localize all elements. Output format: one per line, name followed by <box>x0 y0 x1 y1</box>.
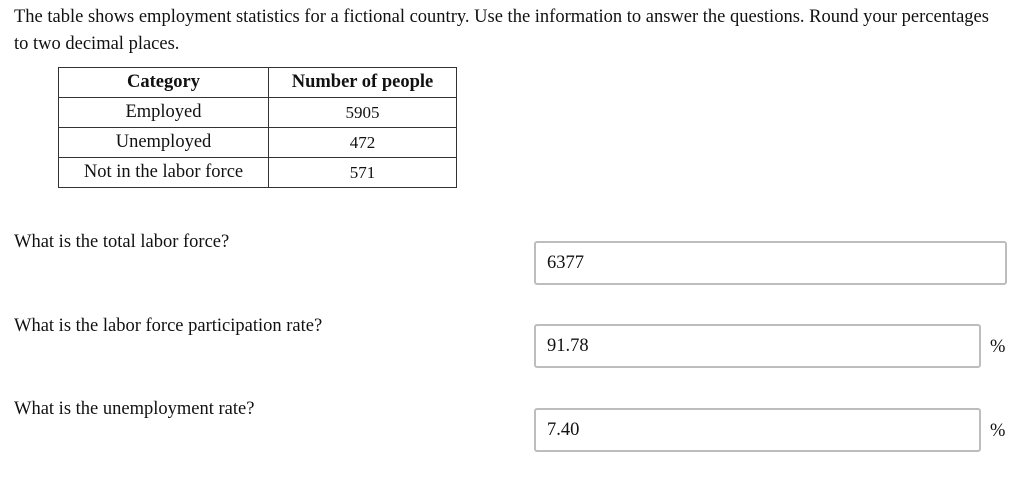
table-cell-category: Unemployed <box>59 128 269 158</box>
table-cell-category: Employed <box>59 98 269 128</box>
answer-input-unemployment-rate[interactable] <box>534 408 981 452</box>
table-cell-number: 571 <box>269 158 457 188</box>
percent-unit-label: % <box>990 421 1006 441</box>
table-row <box>59 158 457 188</box>
question-unemployment-rate: What is the unemployment rate? <box>14 399 255 419</box>
question-total-labor-force: What is the total labor force? <box>14 232 230 252</box>
table-row <box>59 128 457 158</box>
column-header-number: Number of people <box>269 68 457 98</box>
table-cell-number: 5905 <box>269 98 457 128</box>
instructions-text: The table shows employment statistics for a fictional country. Use the information to answer the questions. Round your percentages to two decimal places. <box>14 7 989 54</box>
question-participation-rate: What is the labor force participation rate? <box>14 316 323 336</box>
table-cell-number: 472 <box>269 128 457 158</box>
table-row <box>59 98 457 128</box>
answer-input-total-labor-force[interactable] <box>534 241 1007 285</box>
employment-table <box>58 67 457 188</box>
table-header-row <box>59 68 457 98</box>
table-cell-category: Not in the labor force <box>59 158 269 188</box>
answer-input-participation-rate[interactable] <box>534 324 981 368</box>
percent-unit-label: % <box>990 337 1006 357</box>
column-header-category: Category <box>59 68 269 98</box>
